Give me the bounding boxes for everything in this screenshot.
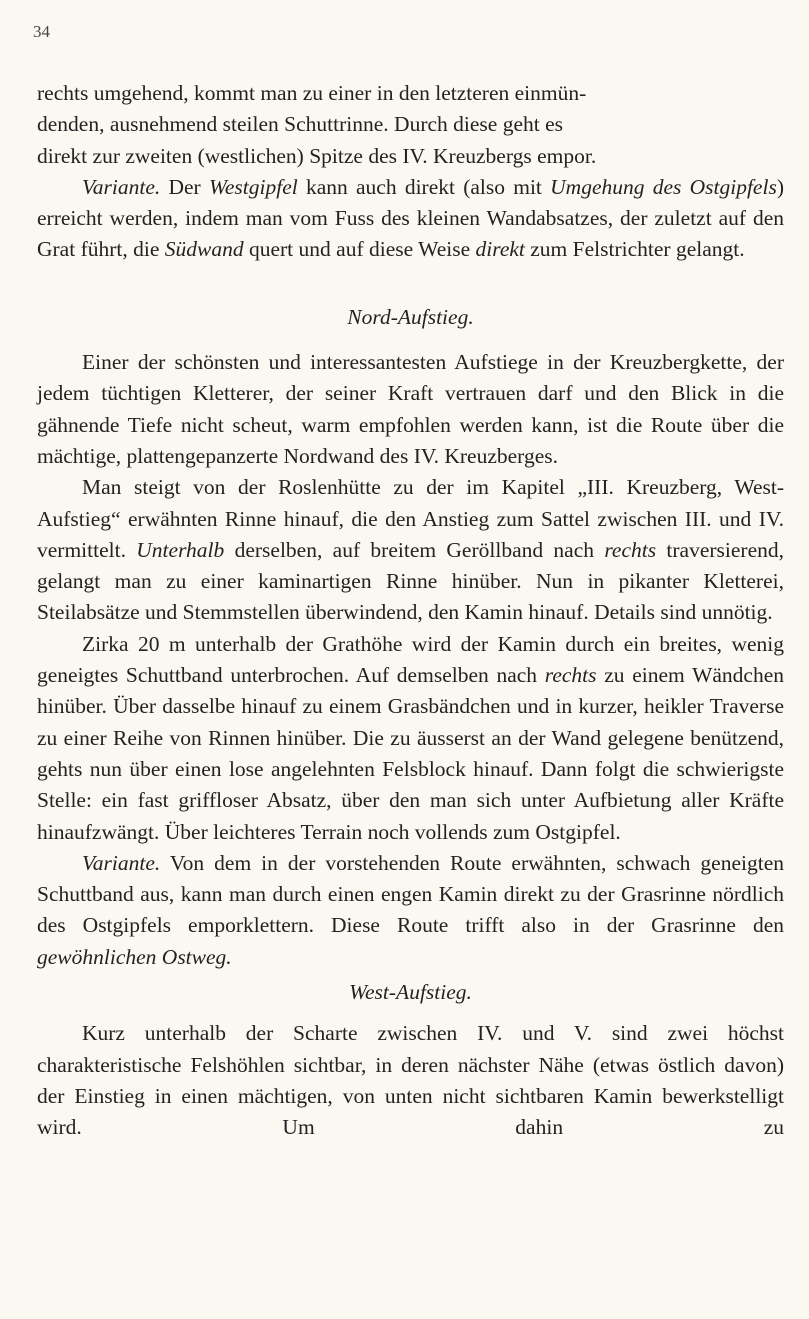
paragraph-west-intro: Kurz unterhalb der Scharte zwischen IV. und V. sind zwei höchst charakteristische Felshöhlen sichtbar, in deren nächster Nähe (etwas östlich davon) der Einstieg in einen mächtigen, von unten nicht sichtbaren Kamin bewerkstelligt wird. Um dahin zu (37, 1021, 784, 1140)
paragraph-variante-2: Variante. Von dem in der vorstehenden Route erwähnten, schwach geneigten Schuttband aus, kann man durch einen engen Kamin direkt zu der Grasrinne nördlich des Ostgipfels emporklettern. Diese Route trifft also in der Grasrinne den gewöhnlichen Ostweg. (37, 850, 784, 969)
page-number: 34 (33, 22, 50, 41)
paragraph-variante-1: Variante. Der Westgipfel kann auch direkt (also mit Umgehung des Ostgipfels) erreicht werden, indem man vom Fuss des kleinen Wandabsatzes, der zuletzt auf den Grat führt, die Südwand quert und auf diese Weise direkt zum Felstrichter gelangt. (37, 174, 784, 262)
body-text (37, 78, 784, 1144)
paragraph-nord-intro: Einer der schönsten und interessantesten Aufstiege in der Kreuzbergkette, der jedem tüchtigen Kletterer, der seiner Kraft vertrauen darf und den Blick in die gähnende Tiefe nicht scheut, warm empfohlen werden kann, ist die Route über die mächtige, plattengepanzerte Nordwand des IV. Kreuzberges. (37, 350, 784, 468)
section-heading-west: West-Aufstieg. (349, 980, 472, 1005)
paragraph-nord-detail: Zirka 20 m unterhalb der Grathöhe wird der Kamin durch ein breites, wenig geneigtes Schuttband unterbrochen. Auf demselben nach rechts zu einem Wändchen hinüber. Über dasselbe hinauf zu einem Grasbändchen und in kurzer, heikler Traverse zu einer Reihe von Rinnen hinüber. Die zu äusserst an der Wand gelegene benützend, gehts nun über einen lose angelehnten Felsblock hinauf. Dann folgt die schwierigste Stelle: ein fast griffloser Absatz, über den man sich unter Aufbietung aller Kräfte hinaufzwängt. Über leichteres Terrain noch vollends zum Ostgipfel. (37, 631, 784, 844)
paragraph-nord-route: Man steigt von der Roslenhütte zu der im Kapitel „III. Kreuzberg, West-Aufstieg“ erwähnten Rinne hinauf, die den Anstieg zum Sattel zwischen III. und IV. vermittelt. Unterhalb derselben, auf breitem Geröllband nach rechts traversierend, gelangt man zu einer kaminartigen Rinne hinüber. Nun in pikanter Kletterei, Steilabsätze und Stemmstellen überwindend, den Kamin hinauf. Details sind unnötig. (37, 475, 784, 625)
section-heading-nord: Nord-Aufstieg. (347, 304, 474, 329)
paragraph-1: rechts umgehend, kommt man zu einer in den letzteren einmün- denden, ausnehmend steilen Schuttrinne. Durch diese geht es direkt zur zweiten (westlichen) Spitze des IV. Kreuzbergs empor. (37, 81, 597, 168)
